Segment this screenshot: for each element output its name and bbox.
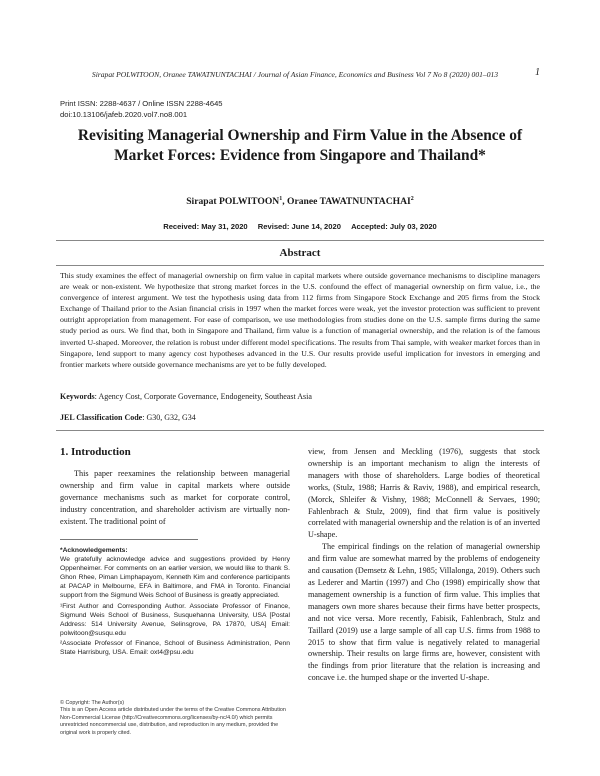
author-1: Sirapat POLWITOON: [186, 196, 280, 208]
copyright-notice: [60, 700, 290, 737]
jel-label: JEL Classification Code: [60, 413, 143, 422]
accepted-date: Accepted: July 03, 2020: [351, 222, 437, 231]
running-head: Sirapat POLWITOON, Oranee TAWATNUNTACHAI / Journal of Asian Finance, Economics and Business Vol 7 No 8 (2020) 001–013: [91, 70, 499, 79]
license-text: This is an Open Access article distributed under the terms of the Creative Commons Attribution Non-Commercial License (http://Creativecommons.org/licenses/by-nc/4.0/) which permits unrestricted noncommercial use, distribution, and reproduction in any medium, provided the original work is properly cited.: [60, 707, 286, 736]
section-divider: [56, 430, 544, 431]
publication-info: [60, 98, 223, 120]
copyright-line: © Copyright: The Author(s): [60, 700, 125, 706]
title-line-2: Market Forces: Evidence from Singapore and Thailand*: [114, 147, 486, 164]
article-dates: [60, 222, 540, 231]
abstract-text: This study examines the effect of managerial ownership on firm value in capital markets where outside governance mechanisms to discipline managers are weak or non-existent. We hypothesize that strong market forces in the U.S. confound the effect of managerial ownership on firm value, i.e., the convergence of interest argument. We test the hypothesis using data from 112 firms from Singapore Stock Exchange and 205 firms from the Stock Exchange of Thailand prior to the Asian financial crisis in 1997 when the market forces were weak, yet the investor protection was sufficient to prevent outright appropriation from management. For ease of comparison, we use methodologies from studies done on the U.S. sample firms during the same study period as ours. We find that, both in Singapore and Thailand, firm value is a function of managerial ownership, and the relation is of the famous inverted U-shaped. Moreover, the relation is robust under different model specifications. The results from Thai sample, with weaker market forces than in Singapore, lend support to many agency cost hypotheses advanced in the U.S. Our results provide useful implication for investors in emerging and frontier markets where outside governance mechanisms are yet to be fully developed.: [60, 271, 540, 369]
acknowledgements-text: We gratefully acknowledge advice and suggestions provided by Henry Oppenheimer. For comments on an earlier version, we would like to thank S. Ghon Rhee, Piman Limphapayom, Kenneth Kim and conference participants at PACAP in Melbourne, EFA in Baltimore, and FMA in Toronto. Financial support from the Sigmund Weis School of Business is greatly appreciated.: [60, 556, 290, 600]
page-number: 1: [535, 67, 540, 78]
abstract-divider: [56, 265, 544, 266]
left-column: [60, 446, 290, 528]
introduction-paragraph-3: The empirical findings on the relation of managerial ownership and firm value are somewhat marred by the problems of endogeneity and causation (Demsetz & Lehn, 1985; Villalonga, 2019). Others such as Lederer and Martin (1997) and Cho (1998) empirically show that management ownership is a function of firm value. This implies that managers own more shares because their firms have better prospects, and not vice versa. More recently, Fabisik, Fahlenbrach, Stulz and Taillard (2019) use a large sample of all cap U.S. firms from 1988 to 2015 to show that firm value is negatively related to managerial ownership. Their results on large firms are, however, consistent with the findings from prior literature that the relation is increasing and concave i.e. the humped shape or the inverted U-shape.: [308, 542, 540, 683]
doi-line: doi:10.13106/jafeb.2020.vol7.no8.001: [60, 110, 188, 119]
jel-line: [60, 413, 540, 422]
article-title: [60, 126, 540, 166]
keywords-text: : Agency Cost, Corporate Governance, Endogeneity, Southeast Asia: [94, 392, 312, 401]
author-list: [60, 196, 540, 207]
introduction-heading: 1. Introduction: [60, 446, 131, 458]
jel-text: : G30, G32, G34: [142, 413, 196, 422]
title-line-1: Revisiting Managerial Ownership and Firm Value in the Absence of: [77, 127, 523, 144]
footnote-divider: [60, 539, 198, 540]
introduction-paragraph-1: This paper reexamines the relationship between managerial ownership and firm value in capital markets where outside governance mechanisms such as market for corporate control, industry concentration, and shareholder activism are virtually non-existent. The traditional point of: [60, 469, 290, 526]
acknowledgements-title: *Acknowledgements:: [60, 547, 128, 554]
author-2-affiliation: 2: [410, 196, 414, 202]
abstract-heading: Abstract: [279, 247, 321, 259]
revised-date: Revised: June 14, 2020: [257, 222, 341, 231]
footnote-2: ²Associate Professor of Finance, School of Business Administration, Penn State Harrisburg, USA. Email: oxt4@psu.edu: [60, 639, 290, 657]
keywords-label: Keywords: [60, 392, 95, 401]
introduction-paragraph-2: view, from Jensen and Meckling (1976), suggests that stock ownership is an important mechanism to align the interests of managers with those of shareholders. Large bodies of theoretical works, (Stulz, 1988; Harris & Raviv, 1988), and empirical research, (Morck, Shleifer & Vishny, 1988; McConnell & Servaes, 1990; Fahlenbrach & Stulz, 2009), find that firm value is positively correlated with managerial ownership and the relation is of an inverted U-shape.: [308, 447, 540, 540]
issn-line: Print ISSN: 2288-4637 / Online ISSN 2288-4645: [60, 99, 223, 108]
right-column: [308, 446, 540, 684]
author-1-affiliation: 1: [279, 196, 283, 202]
keywords-line: [60, 392, 540, 401]
received-date: Received: May 31, 2020: [163, 222, 248, 231]
footnotes: [60, 546, 290, 658]
author-2: Oranee TAWATNUNTACHAI: [287, 196, 411, 208]
footnote-1: ¹First Author and Corresponding Author. Associate Professor of Finance, Sigmund Weis School of Business, Susquehanna University, USA [Postal Address: 514 University Avenue, Selinsgrove, PA 17870, USA] Email: polwitoon@susqu.edu: [60, 602, 290, 637]
author-separator: ,: [282, 196, 288, 208]
abstract-section: [56, 240, 544, 389]
